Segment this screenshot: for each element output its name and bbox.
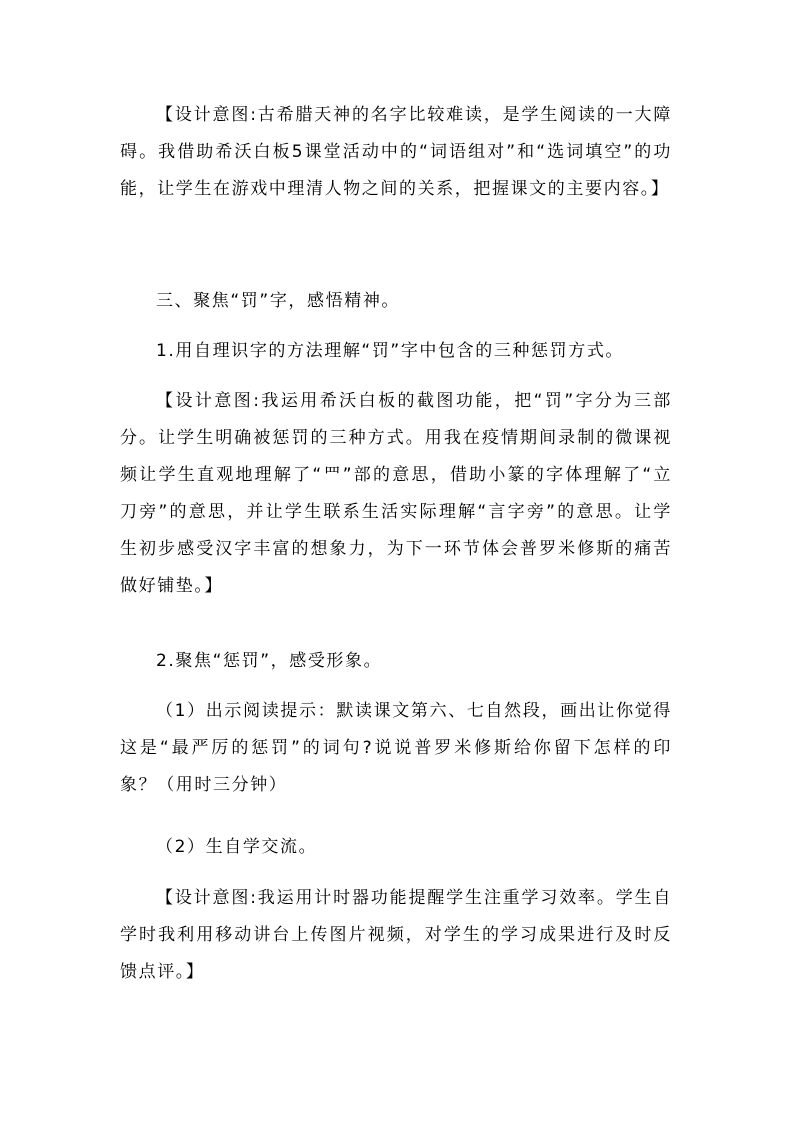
- design-intent-paragraph-2: 【设计意图:我运用希沃白板的截图功能，把“罚”字分为三部分。让学生明确被惩罚的三种方式。用我在疫情期间录制的微课视频让学生直观地理解了“罒”部的意思，借助小篆的字体理解了“立刀旁”的意思，并让学生联系生活实际理解“言字旁”的意思。让学生初步感受汉字丰富的想象力，为下一环节体会普罗米修斯的痛苦做好铺垫。】: [120, 391, 672, 596]
- section-heading-3: 三、聚焦“罚”字，感悟精神。: [156, 291, 401, 311]
- reading-prompt-paragraph: （1）出示阅读提示：默读课文第六、七自然段，画出让你觉得这是“最严厉的惩罚”的词句?说说普罗米修斯给你留下怎样的印象？（用时三分钟）: [120, 701, 672, 795]
- step-1-paragraph: 1.用自理识字的方法理解“罚”字中包含的三种惩罚方式。: [156, 341, 625, 361]
- self-study-paragraph: （2）生自学交流。: [156, 837, 318, 857]
- design-intent-paragraph-3: 【设计意图:我运用计时器功能提醒学生注重学习效率。学生自学时我利用移动讲台上传图片视频，对学生的学习成果进行及时反馈点评。】: [120, 888, 672, 982]
- design-intent-paragraph-1: 【设计意图:古希腊天神的名字比较难读，是学生阅读的一大障碍。我借助希沃白板5课堂活动中的“词语组对”和“选词填空”的功能，让学生在游戏中理清人物之间的关系，把握课文的主要内容。】: [120, 105, 672, 199]
- step-2-paragraph: 2.聚焦“惩罚”，感受形象。: [156, 651, 383, 671]
